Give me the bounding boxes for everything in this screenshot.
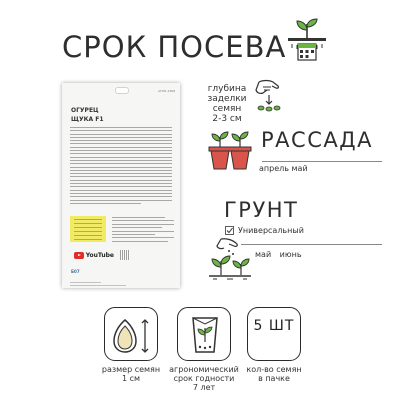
seed-size-icon [105, 308, 159, 362]
seed-count-caption: кол-во семян в пачке [246, 365, 302, 383]
ground-divider [241, 244, 382, 245]
shelf-life-box [177, 307, 231, 361]
sprout-calendar-icon [286, 18, 328, 62]
seedling-title: РАССАДА [261, 128, 373, 152]
ground-months: май июнь [255, 250, 302, 259]
page-title: СРОК ПОСЕВА [62, 30, 287, 64]
packet-highlight-box [70, 216, 106, 242]
seed-size-box [104, 307, 158, 361]
packet-crop: ОГУРЕЦ [71, 107, 99, 114]
youtube-logo: YouTube [74, 251, 114, 260]
seedling-divider [262, 161, 382, 162]
packet-lot: Б07 [71, 269, 80, 274]
shelf-life-caption: агрономический срок годности 7 лет [169, 365, 239, 392]
packet-description [70, 127, 172, 206]
hand-seed-icon [251, 78, 285, 114]
qr-code [120, 250, 130, 260]
packet-variety: ЩУКА F1 [71, 116, 104, 123]
sowing-depth-text: глубина заделки семян 2-3 см [207, 84, 247, 124]
seedling-pots-icon [207, 129, 253, 173]
youtube-play-icon [74, 252, 84, 259]
packet-bottom-info [70, 282, 172, 288]
ground-title: ГРУНТ [224, 198, 299, 222]
seed-size-caption: размер семян 1 см [101, 365, 161, 383]
watering-hand-icon [207, 237, 253, 281]
checkbox-icon [225, 226, 234, 235]
seed-packet-image [62, 83, 180, 288]
seed-count-value: 5 ШТ [253, 318, 295, 334]
packet-code: АГРО-1368 [158, 89, 175, 93]
seedling-months: апрель май [259, 164, 308, 173]
hang-hole [115, 87, 129, 94]
ground-type: Универсальный [238, 226, 304, 235]
seed-count-box [247, 307, 301, 361]
packet-company-info [112, 217, 174, 244]
seed-packet-icon [178, 308, 232, 362]
